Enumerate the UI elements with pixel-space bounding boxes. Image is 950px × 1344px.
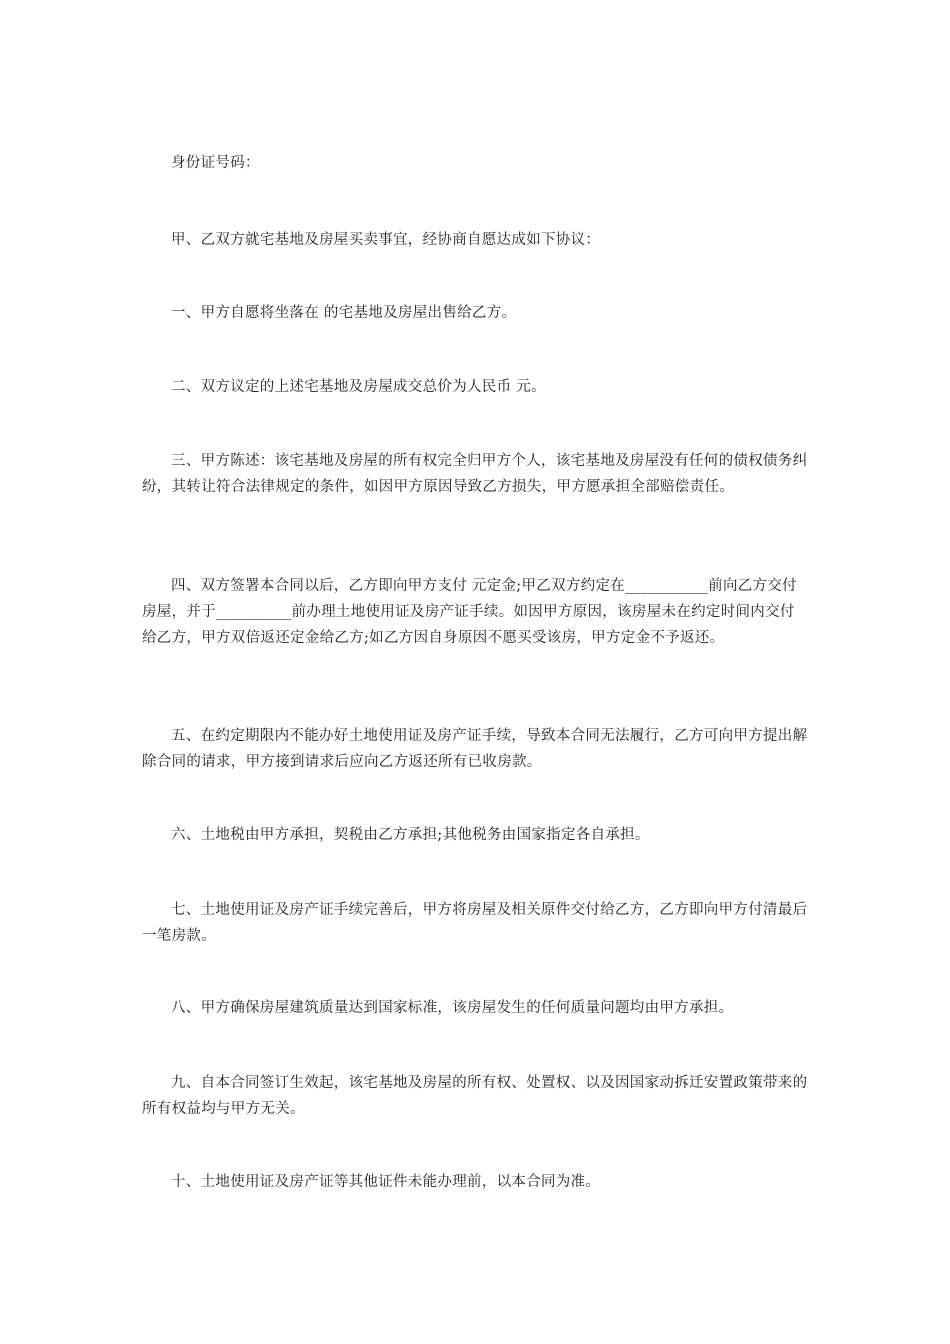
clause-6: 六、土地税由甲方承担，契税由乙方承担;其他税务由国家指定各自承担。: [171, 827, 650, 843]
clause-8: 八、甲方确保房屋建筑质量达到国家标准，该房屋发生的任何质量问题均由甲方承担。: [171, 1000, 734, 1016]
clause-2: 二、双方议定的上述宅基地及房屋成交总价为人民币 元。: [171, 379, 546, 395]
clause-4: 四、双方签署本合同以后，乙方即向甲方支付 元定金;甲乙双方约定在___________前向乙方交付房屋，并于__________前办理土地使用证及房产证手续。如因甲方原因，该房屋未在约定时间内交付给乙方，甲方双倍返还定金给乙方;如乙方因自身原因不愿买受该房，甲方定金不予返还。: [142, 578, 797, 646]
agreement-intro: 甲、乙双方就宅基地及房屋买卖事宜，经协商自愿达成如下协议：: [171, 232, 601, 248]
clause-7: 七、土地使用证及房产证手续完善后，甲方将房屋及相关原件交付给乙方，乙方即向甲方付清最后一笔房款。: [142, 902, 808, 944]
clause-5: 五、在约定期限内不能办好土地使用证及房产证手续，导致本合同无法履行，乙方可向甲方提出解除合同的请求，甲方接到请求后应向乙方返还所有已收房款。: [142, 728, 808, 770]
clause-10: 十、土地使用证及房产证等其他证件未能办理前，以本合同为准。: [171, 1174, 601, 1190]
clause-1: 一、甲方自愿将坐落在 的宅基地及房屋出售给乙方。: [171, 305, 517, 321]
clause-3: 三、甲方陈述：该宅基地及房屋的所有权完全归甲方个人，该宅基地及房屋没有任何的债权债务纠纷，其转让符合法律规定的条件，如因甲方原因导致乙方损失，甲方愿承担全部赔偿责任。: [142, 453, 808, 495]
clause-9: 九、自本合同签订生效起，该宅基地及房屋的所有权、处置权、以及因国家动拆迁安置政策带来的所有权益均与甲方无关。: [142, 1075, 808, 1117]
id-number-line: 身份证号码：: [171, 155, 260, 171]
